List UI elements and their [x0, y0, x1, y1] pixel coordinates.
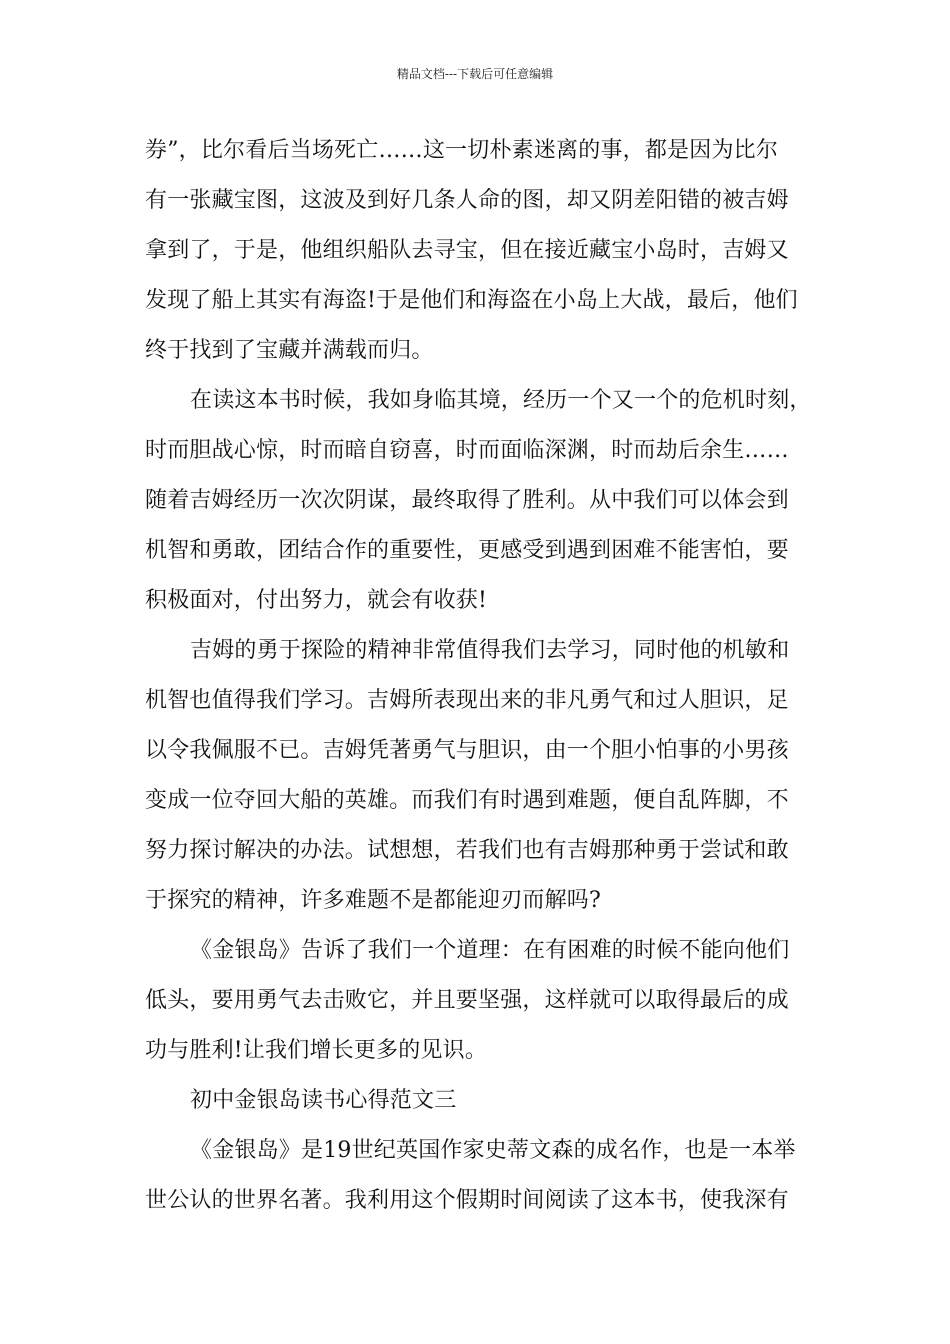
text-line: 机智也值得我们学习。吉姆所表现出来的非凡勇气和过人胆识，足: [145, 688, 789, 713]
text-line: 终于找到了宝藏并满载而归。: [145, 338, 434, 363]
text-line: 随着吉姆经历一次次阴谋，最终取得了胜利。从中我们可以体会到: [145, 488, 789, 513]
text-line: 吉姆的勇于探险的精神非常值得我们去学习，同时他的机敏和: [190, 638, 790, 663]
paragraph-4: [145, 926, 810, 1076]
section-heading: [145, 1076, 810, 1126]
paragraph-5: [145, 1126, 810, 1226]
text-line: 拿到了，于是，他组织船队去寻宝，但在接近藏宝小岛时，吉姆又: [145, 238, 789, 263]
text-line: 《金银岛》告诉了我们一个道理：在有困难的时候不能向他们: [190, 938, 790, 963]
text-line: 时而胆战心惊，时而暗自窃喜，时而面临深渊，时而劫后余生……: [145, 438, 789, 463]
text-line: 变成一位夺回大船的英雄。而我们有时遇到难题，便自乱阵脚，不: [145, 788, 789, 813]
document-body: [145, 126, 810, 1226]
text-line: 发现了船上其实有海盗!于是他们和海盗在小岛上大战，最后，他们: [145, 288, 798, 313]
text-line: 功与胜利!让我们增长更多的见识。: [145, 1038, 488, 1063]
text-line: 低头，要用勇气去击败它，并且要坚强，这样就可以取得最后的成: [145, 988, 789, 1013]
text-line: 有一张藏宝图，这波及到好几条人命的图，却又阴差阳错的被吉姆: [145, 188, 789, 213]
paragraph-1: [145, 126, 810, 376]
text-line: 在读这本书时候，我如身临其境，经历一个又一个的危机时刻，: [190, 388, 812, 413]
text-line: 以令我佩服不已。吉姆凭著勇气与胆识，由一个胆小怕事的小男孩: [145, 738, 789, 763]
paragraph-2: [145, 376, 810, 626]
text-line: 《金银岛》是19世纪英国作家史蒂文森的成名作，也是一本举: [190, 1138, 796, 1163]
page-header: 精品文档---下载后可任意编辑: [396, 67, 554, 81]
text-line: 积极面对，付出努力，就会有收获!: [145, 588, 488, 613]
text-line: 券”，比尔看后当场死亡……这一切朴素迷离的事，都是因为比尔: [145, 138, 779, 163]
paragraph-3: [145, 626, 810, 926]
text-line: 机智和勇敢，团结合作的重要性，更感受到遇到困难不能害怕，要: [145, 538, 789, 563]
heading-line: 初中金银岛读书心得范文三: [190, 1088, 457, 1113]
text-line: 世公认的世界名著。我利用这个假期时间阅读了这本书，使我深有: [145, 1188, 789, 1213]
text-line: 努力探讨解决的办法。试想想，若我们也有吉姆那种勇于尝试和敢: [145, 838, 789, 863]
text-line: 于探究的精神，许多难题不是都能迎刃而解吗?: [145, 888, 601, 913]
